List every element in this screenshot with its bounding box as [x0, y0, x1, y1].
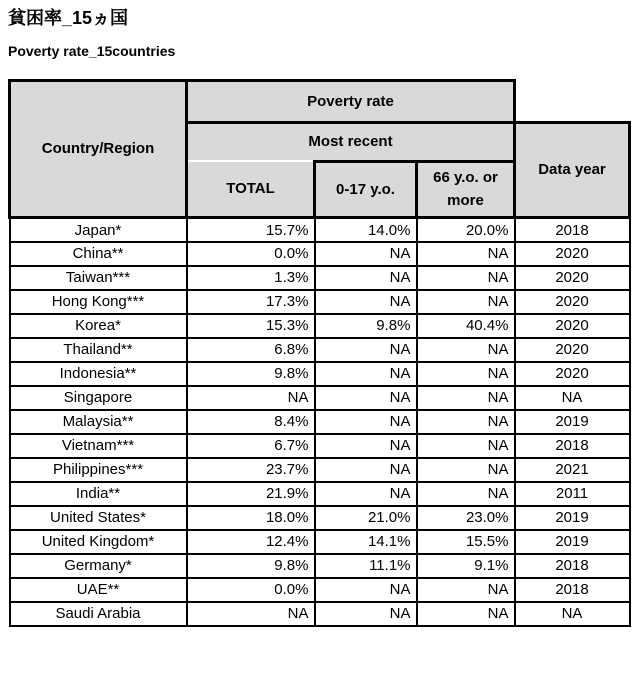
table-row: [10, 410, 630, 434]
data-year-cell: 2020: [515, 290, 630, 314]
age-0-17-cell: NA: [315, 290, 417, 314]
age-66-plus-cell: NA: [417, 362, 515, 386]
age-66-plus-cell: NA: [417, 242, 515, 266]
age-66-plus-cell: NA: [417, 458, 515, 482]
data-year-cell: 2018: [515, 218, 630, 242]
data-year-cell: 2018: [515, 434, 630, 458]
country-cell: Korea*: [10, 314, 187, 338]
table-row: [10, 242, 630, 266]
total-cell: 9.8%: [187, 554, 315, 578]
total-cell: 6.7%: [187, 434, 315, 458]
data-year-cell: 2011: [515, 482, 630, 506]
country-cell: Taiwan***: [10, 266, 187, 290]
header-age-66-plus: 66 y.o. or more: [417, 162, 515, 218]
age-0-17-cell: NA: [315, 482, 417, 506]
age-66-plus-cell: NA: [417, 290, 515, 314]
table-row: [10, 530, 630, 554]
total-cell: NA: [187, 602, 315, 626]
data-year-cell: 2021: [515, 458, 630, 482]
poverty-table: [8, 79, 631, 627]
country-cell: Singapore: [10, 386, 187, 410]
age-66-plus-cell: 15.5%: [417, 530, 515, 554]
table-row: [10, 602, 630, 626]
data-year-cell: 2019: [515, 410, 630, 434]
data-year-cell: 2020: [515, 266, 630, 290]
country-cell: China**: [10, 242, 187, 266]
header-row-1: [10, 81, 630, 123]
total-cell: 15.7%: [187, 218, 315, 242]
header-most-recent: Most recent: [187, 123, 515, 162]
age-66-plus-cell: NA: [417, 578, 515, 602]
age-0-17-cell: 9.8%: [315, 314, 417, 338]
table-row: [10, 218, 630, 242]
header-poverty-rate: Poverty rate: [187, 81, 515, 123]
age-66-plus-cell: NA: [417, 410, 515, 434]
data-year-cell: 2019: [515, 530, 630, 554]
age-66-plus-cell: 20.0%: [417, 218, 515, 242]
age-66-plus-cell: 9.1%: [417, 554, 515, 578]
data-year-cell: 2018: [515, 578, 630, 602]
country-cell: UAE**: [10, 578, 187, 602]
country-cell: Indonesia**: [10, 362, 187, 386]
age-0-17-cell: 14.0%: [315, 218, 417, 242]
age-0-17-cell: NA: [315, 410, 417, 434]
total-cell: 0.0%: [187, 578, 315, 602]
page-title: 貧困率_15ヵ国: [8, 8, 129, 28]
total-cell: 17.3%: [187, 290, 315, 314]
age-0-17-cell: NA: [315, 386, 417, 410]
age-66-plus-cell: NA: [417, 482, 515, 506]
country-cell: Saudi Arabia: [10, 602, 187, 626]
total-cell: 9.8%: [187, 362, 315, 386]
data-year-cell: NA: [515, 602, 630, 626]
header-data-year: Data year: [515, 123, 630, 218]
total-cell: 23.7%: [187, 458, 315, 482]
age-0-17-cell: NA: [315, 362, 417, 386]
header-age-0-17: 0-17 y.o.: [315, 162, 417, 218]
total-cell: 6.8%: [187, 338, 315, 362]
table-header: [10, 81, 630, 218]
data-year-cell: 2019: [515, 506, 630, 530]
total-cell: 1.3%: [187, 266, 315, 290]
age-66-plus-cell: NA: [417, 266, 515, 290]
table-row: [10, 506, 630, 530]
age-0-17-cell: 11.1%: [315, 554, 417, 578]
age-66-plus-cell: NA: [417, 338, 515, 362]
age-0-17-cell: NA: [315, 266, 417, 290]
header-empty-corner: [515, 81, 630, 123]
table-row: [10, 482, 630, 506]
table-row: [10, 314, 630, 338]
page-subtitle: Poverty rate_15countries: [8, 42, 176, 59]
table-row: [10, 554, 630, 578]
age-0-17-cell: 21.0%: [315, 506, 417, 530]
total-cell: 0.0%: [187, 242, 315, 266]
country-cell: Hong Kong***: [10, 290, 187, 314]
table-row: [10, 434, 630, 458]
total-cell: 8.4%: [187, 410, 315, 434]
age-0-17-cell: 14.1%: [315, 530, 417, 554]
country-cell: United States*: [10, 506, 187, 530]
data-year-cell: 2020: [515, 314, 630, 338]
age-66-plus-cell: 23.0%: [417, 506, 515, 530]
total-cell: NA: [187, 386, 315, 410]
country-cell: United Kingdom*: [10, 530, 187, 554]
country-cell: Vietnam***: [10, 434, 187, 458]
total-cell: 15.3%: [187, 314, 315, 338]
total-cell: 12.4%: [187, 530, 315, 554]
table-row: [10, 578, 630, 602]
table-row: [10, 266, 630, 290]
country-cell: Japan*: [10, 218, 187, 242]
country-cell: Malaysia**: [10, 410, 187, 434]
data-year-cell: NA: [515, 386, 630, 410]
country-cell: Thailand**: [10, 338, 187, 362]
table-body: [10, 218, 630, 626]
age-0-17-cell: NA: [315, 338, 417, 362]
age-66-plus-cell: 40.4%: [417, 314, 515, 338]
age-0-17-cell: NA: [315, 602, 417, 626]
table-row: [10, 362, 630, 386]
header-country-region: Country/Region: [10, 81, 187, 218]
country-cell: Philippines***: [10, 458, 187, 482]
age-66-plus-cell: NA: [417, 434, 515, 458]
table-row: [10, 386, 630, 410]
table-row: [10, 458, 630, 482]
age-66-plus-cell: NA: [417, 602, 515, 626]
total-cell: 18.0%: [187, 506, 315, 530]
age-0-17-cell: NA: [315, 434, 417, 458]
total-cell: 21.9%: [187, 482, 315, 506]
data-year-cell: 2018: [515, 554, 630, 578]
age-0-17-cell: NA: [315, 578, 417, 602]
age-0-17-cell: NA: [315, 458, 417, 482]
table-row: [10, 290, 630, 314]
data-year-cell: 2020: [515, 242, 630, 266]
country-cell: India**: [10, 482, 187, 506]
age-66-plus-cell: NA: [417, 386, 515, 410]
table-row: [10, 338, 630, 362]
data-year-cell: 2020: [515, 338, 630, 362]
data-year-cell: 2020: [515, 362, 630, 386]
header-total: TOTAL: [187, 162, 315, 218]
country-cell: Germany*: [10, 554, 187, 578]
age-0-17-cell: NA: [315, 242, 417, 266]
